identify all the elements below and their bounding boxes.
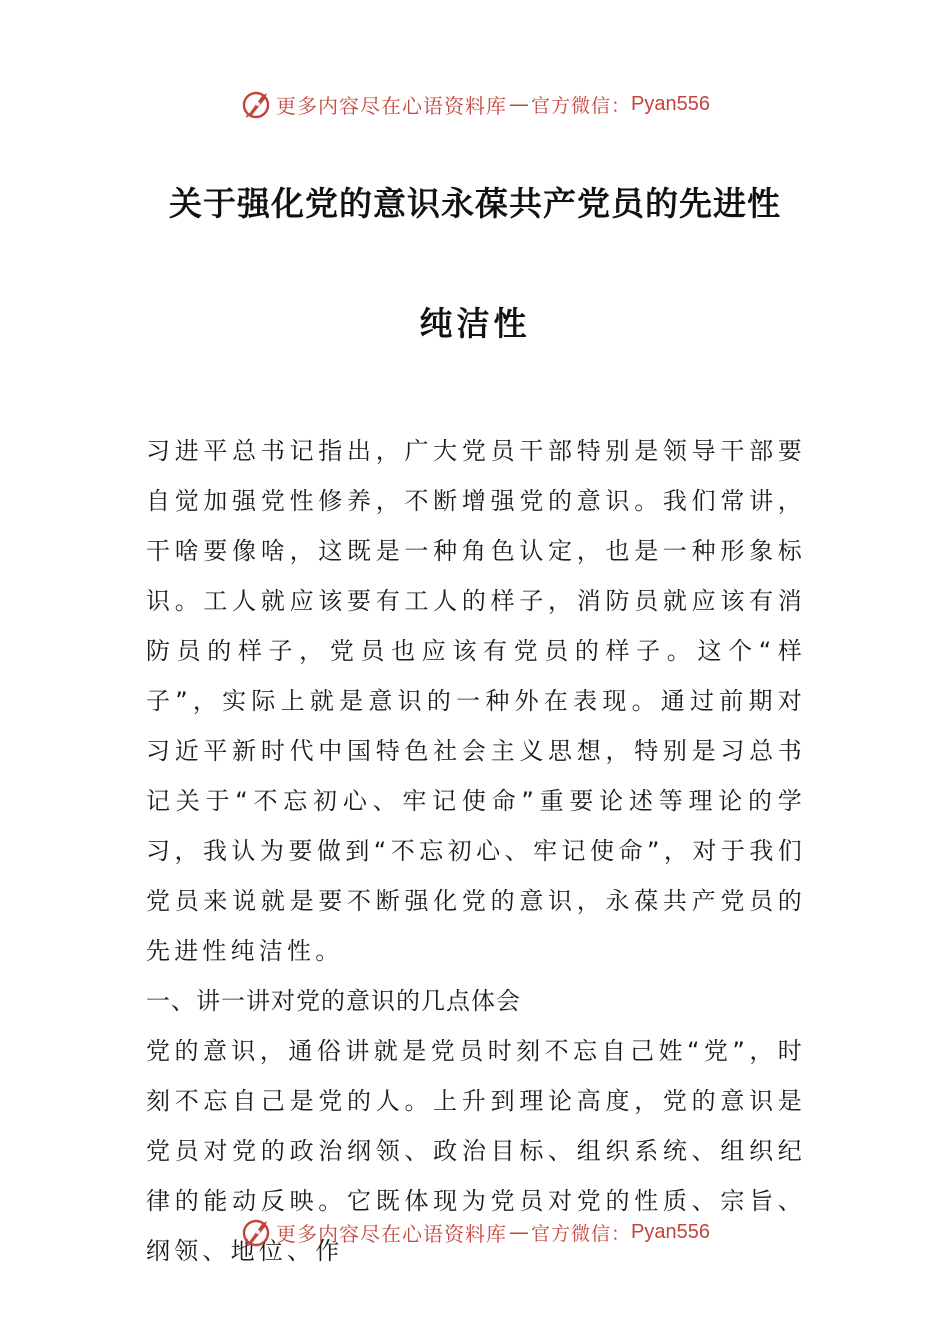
paragraph-party-awareness: 党的意识，通俗讲就是党员时刻不忘自己姓“党”，时刻不忘自己是党的人。上升到理论高度，党的意识是党员对党的政治纲领、政治目标、组织系统、组织纪律的能动反映。它既体现为党员对党的性质、宗旨、纲领、地位、作 [146,1037,806,1265]
watermark-wechat-id: Pyan556 [631,92,710,115]
watermark-wechat-id: Pyan556 [631,1220,710,1243]
watermark-site-text: 更多内容尽在心语资料库 [276,1221,507,1246]
brand [240,87,710,121]
document-title-line2: 纯洁性 [419,304,531,343]
header-watermark [0,84,950,124]
footer-watermark [0,1212,950,1252]
pen-nib-circle-icon [240,87,274,121]
document-body [146,426,806,1276]
pen-nib-circle-icon [240,1215,274,1249]
watermark-wechat-label: 官方微信： [531,1222,632,1245]
watermark-separator: — [509,92,529,116]
section-heading: 一、讲一讲对党的意识的几点体会 [146,987,521,1015]
paragraph-intro: 习进平总书记指出，广大党员干部特别是领导干部要自觉加强党性修养，不断增强党的意识。我们常讲，干啥要像啥，这既是一种角色认定，也是一种形象标识。工人就应该要有工人的样子，消防员就应该有消防员的样子，党员也应该有党员的样子。这个“样子”，实际上就是意识的一种外在表现。通过前期对习近平新时代中国特色社会主义思想，特别是习总书记关于“不忘初心、牢记使命”重要论述等理论的学习，我认为要做到“不忘初心、牢记使命”，对于我们党员来说就是要不断强化党的意识，永葆共产党员的先进性纯洁性。 [146,437,806,965]
brand [240,1215,710,1249]
document-title-line1: 关于强化党的意识永葆共产党员的先进性 [169,184,781,223]
watermark-site-text: 更多内容尽在心语资料库 [276,93,507,118]
watermark-separator: — [509,1220,529,1244]
watermark-wechat-label: 官方微信： [531,94,632,117]
